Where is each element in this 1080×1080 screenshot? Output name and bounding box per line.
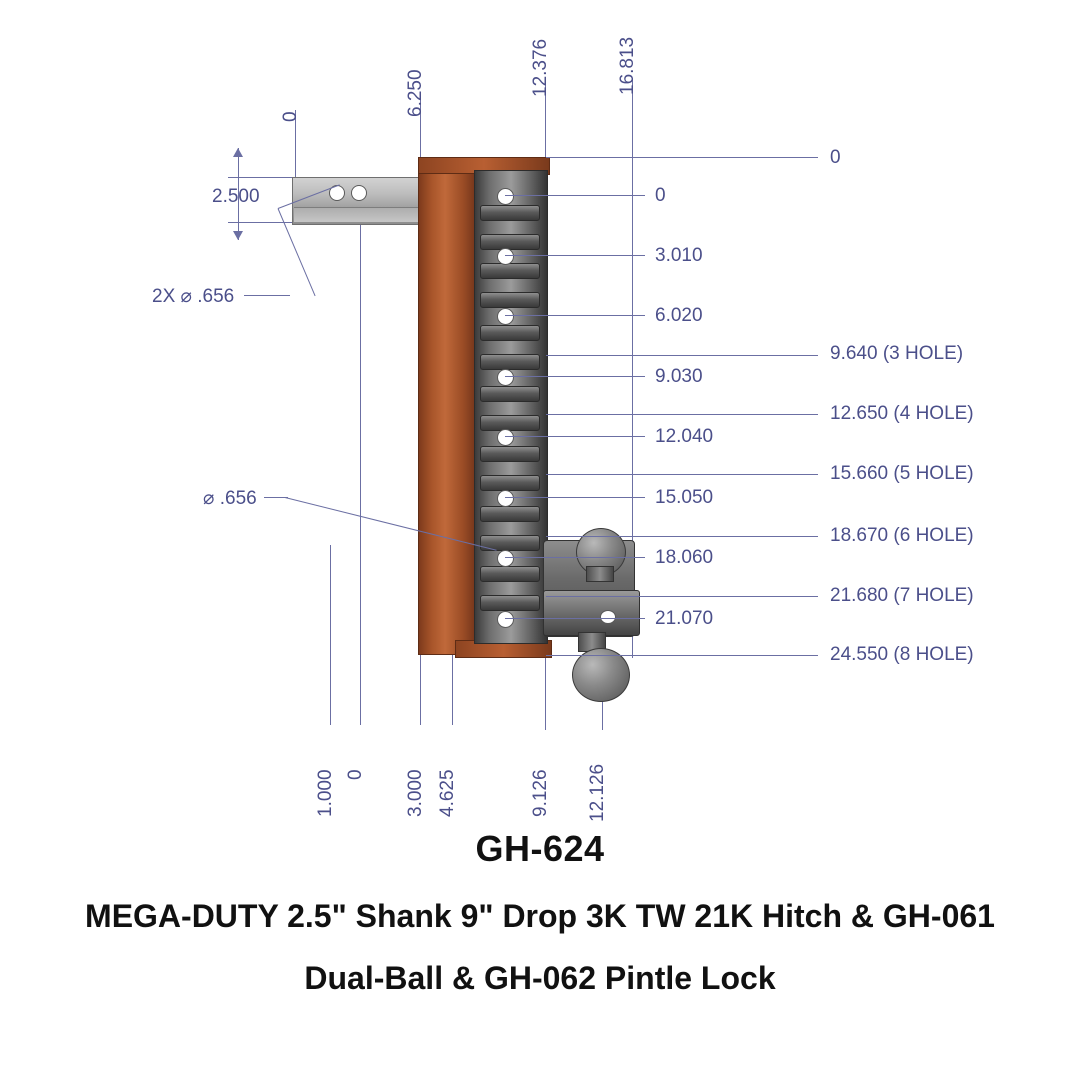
extension-line-shank-top: [228, 177, 292, 178]
rail-tooth: [480, 506, 540, 522]
extension-line-bot-1000: [330, 545, 331, 725]
rail-tooth: [480, 205, 540, 221]
rail-tooth: [480, 566, 540, 582]
arrow-down-icon: [233, 231, 243, 240]
leader-inner-6020: [505, 315, 645, 316]
rail-pin-hole: [497, 550, 514, 567]
callout-2x-656: 2X ⌀ .656: [152, 286, 235, 307]
rail-pin-hole: [497, 188, 514, 205]
leader-inner-12040: [505, 436, 645, 437]
dim-inner-12040: 12.040: [655, 426, 714, 447]
leader-shelf-656: [264, 497, 288, 498]
dim-inner-21070: 21.070: [655, 608, 714, 629]
leader-inner-15050: [505, 497, 645, 498]
dim-bot-0: 0: [345, 769, 366, 780]
dim-inner-18060: 18.060: [655, 547, 714, 568]
dim-outer-12650: 12.650 (4 HOLE): [830, 403, 974, 424]
leader-shelf-2x-656: [244, 295, 290, 296]
part-number: GH-624: [475, 828, 605, 869]
dim-outer-18670: 18.670 (6 HOLE): [830, 525, 974, 546]
leader-outer-18670: [546, 536, 818, 537]
lower-hitch-ball: [572, 648, 630, 702]
dim-bot-3000: 3.000: [405, 769, 426, 817]
dim-outer-24550: 24.550 (8 HOLE): [830, 644, 974, 665]
leader-outer-21680: [546, 596, 818, 597]
dim-inner-3010: 3.010: [655, 245, 703, 266]
dim-inner-0: 0: [655, 185, 666, 206]
rail-pin-hole: [497, 611, 514, 628]
extension-line-bot-4625: [452, 655, 453, 725]
rail-tooth: [480, 263, 540, 279]
leader-inner-18060: [505, 557, 645, 558]
rail-pin-hole: [497, 490, 514, 507]
dim-bot-12126: 12.126: [587, 763, 608, 822]
leader-outer-15660: [546, 474, 818, 475]
rail-pin-hole: [497, 248, 514, 265]
rail-tooth: [480, 234, 540, 250]
dim-left-2500: 2.500: [212, 186, 260, 207]
rail-tooth: [480, 595, 540, 611]
dim-outer-15660: 15.660 (5 HOLE): [830, 463, 974, 484]
rail-tooth: [480, 292, 540, 308]
leader-outer-9640: [546, 355, 818, 356]
dim-outer-9640: 9.640 (3 HOLE): [830, 343, 964, 364]
dim-bot-9126: 9.126: [530, 769, 551, 817]
dim-top-6250: 6.250: [405, 69, 426, 117]
shank-shadow-line: [294, 207, 430, 222]
dim-bot-1000: 1.000: [315, 769, 336, 817]
extension-line-bot-3000: [420, 660, 421, 725]
dim-top-16813: 16.813: [617, 36, 638, 95]
dim-top-12376: 12.376: [530, 38, 551, 97]
rail-tooth: [480, 446, 540, 462]
ball-mount-pin-hole: [600, 610, 616, 624]
extension-line-bot-9126: [545, 660, 546, 725]
dim-inner-15050: 15.050: [655, 487, 714, 508]
shank-hole-2: [351, 185, 367, 201]
leader-inner-21070: [505, 618, 645, 619]
rail-tooth: [480, 354, 540, 370]
leader-inner-0: [505, 195, 645, 196]
dim-outer-21680: 21.680 (7 HOLE): [830, 585, 974, 606]
rail-pin-hole: [497, 308, 514, 325]
rail-pin-hole: [497, 369, 514, 386]
leader-outer-0: [546, 157, 818, 158]
leader-inner-9030: [505, 376, 645, 377]
rail-tooth: [480, 325, 540, 341]
dim-top-0: 0: [280, 111, 301, 122]
dim-inner-6020: 6.020: [655, 305, 703, 326]
leader-outer-12650: [546, 414, 818, 415]
dim-bot-4625: 4.625: [437, 769, 458, 817]
rail-tooth: [480, 475, 540, 491]
product-description-line-1: MEGA-DUTY 2.5" Shank 9" Drop 3K TW 21K Hitch & GH-061: [85, 898, 995, 934]
arrow-up-icon: [233, 148, 243, 157]
rail-tooth: [480, 386, 540, 402]
leader-outer-24550: [546, 655, 818, 656]
callout-656: ⌀ .656: [203, 488, 257, 509]
product-description-line-2: Dual-Ball & GH-062 Pintle Lock: [304, 960, 776, 996]
rail-tooth: [480, 415, 540, 431]
extension-line-bot-0: [360, 190, 361, 725]
upper-ball-neck: [586, 566, 614, 582]
drop-bar: [418, 173, 478, 655]
leader-inner-3010: [505, 255, 645, 256]
dim-outer-0: 0: [830, 147, 841, 168]
rail-pin-hole: [497, 429, 514, 446]
dim-inner-9030: 9.030: [655, 366, 703, 387]
